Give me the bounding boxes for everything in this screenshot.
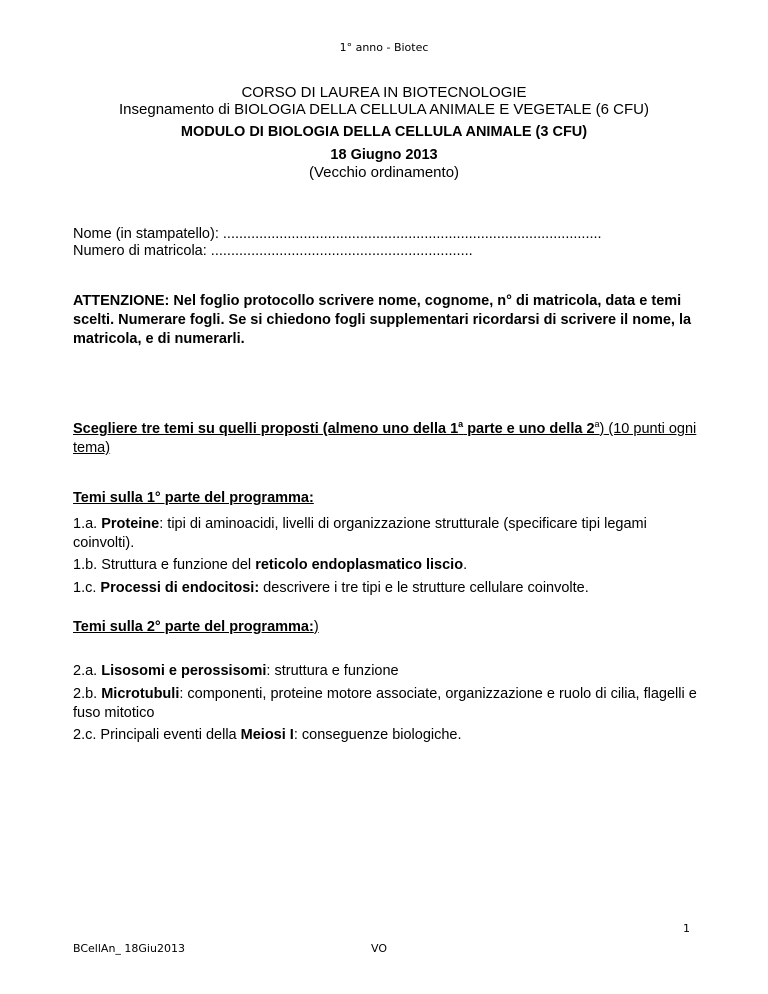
list-item: 1.c. Processi di endocitosi: descrivere i tre tipi e le strutture cellulare coinvolte.: [73, 580, 589, 596]
course-title: CORSO DI LAUREA IN BIOTECNOLOGIE: [241, 84, 527, 101]
module-title: MODULO DI BIOLOGIA DELLA CELLULA ANIMALE (3 CFU): [180, 124, 588, 140]
footer-file-code: BCellAn_ 18Giu2013: [73, 942, 185, 955]
footer-center-code: VO: [371, 942, 387, 955]
warning-paragraph: ATTENZIONE: Nel foglio protocollo scrivere nome, cognome, n° di matricola, data e temi scelti. Numerare fogli. Se si chiedono fogli supplementari ricordarsi di scrivere il nome, la matricola, e di numerarli.: [73, 293, 692, 347]
name-label: Nome (in stampatello):: [73, 226, 223, 242]
exam-date: 18 Giugno 2013: [330, 147, 438, 163]
matricola-dots: .................................................................: [210, 243, 473, 259]
matricola-label: Numero di matricola:: [73, 243, 211, 259]
section1-heading: Temi sulla 1° parte del programma:: [73, 490, 314, 506]
list-item: 1.b. Struttura e funzione del reticolo endoplasmatico liscio.: [73, 557, 468, 573]
list-item: 2.c. Principali eventi della Meiosi I: conseguenze biologiche.: [73, 727, 462, 743]
instructions-main: Scegliere tre temi su quelli proposti (almeno uno della 1$^a$ parte e uno della 2$^a$): [73, 419, 605, 437]
matricola-field: [73, 243, 703, 259]
list-item: 2.a. Lisosomi e perossisomi: struttura e funzione: [73, 663, 399, 679]
teaching-title: Insegnamento di BIOLOGIA DELLA CELLULA ANIMALE E VEGETALE (6 CFU): [119, 101, 649, 118]
running-header: 1° anno - Biotec: [339, 41, 429, 54]
name-dots: ..............................................................................................: [222, 226, 602, 242]
list-item: 2.b. Microtubuli: componenti, proteine motore associate, organizzazione e ruolo di cilia, flagelli e fuso mitotico: [73, 686, 697, 721]
exam-note: (Vecchio ordinamento): [308, 164, 460, 181]
instructions: [73, 420, 703, 458]
section2-heading: Temi sulla 2° parte del programma:): [73, 619, 319, 635]
name-field: [73, 226, 703, 242]
page-number: 1: [683, 922, 690, 935]
list-item: 1.a. Proteine: tipi di aminoacidi, livelli di organizzazione strutturale (specificare tipi legami coinvolti).: [73, 516, 647, 551]
instructions-points: (10 punti ogni tema): [73, 421, 697, 456]
